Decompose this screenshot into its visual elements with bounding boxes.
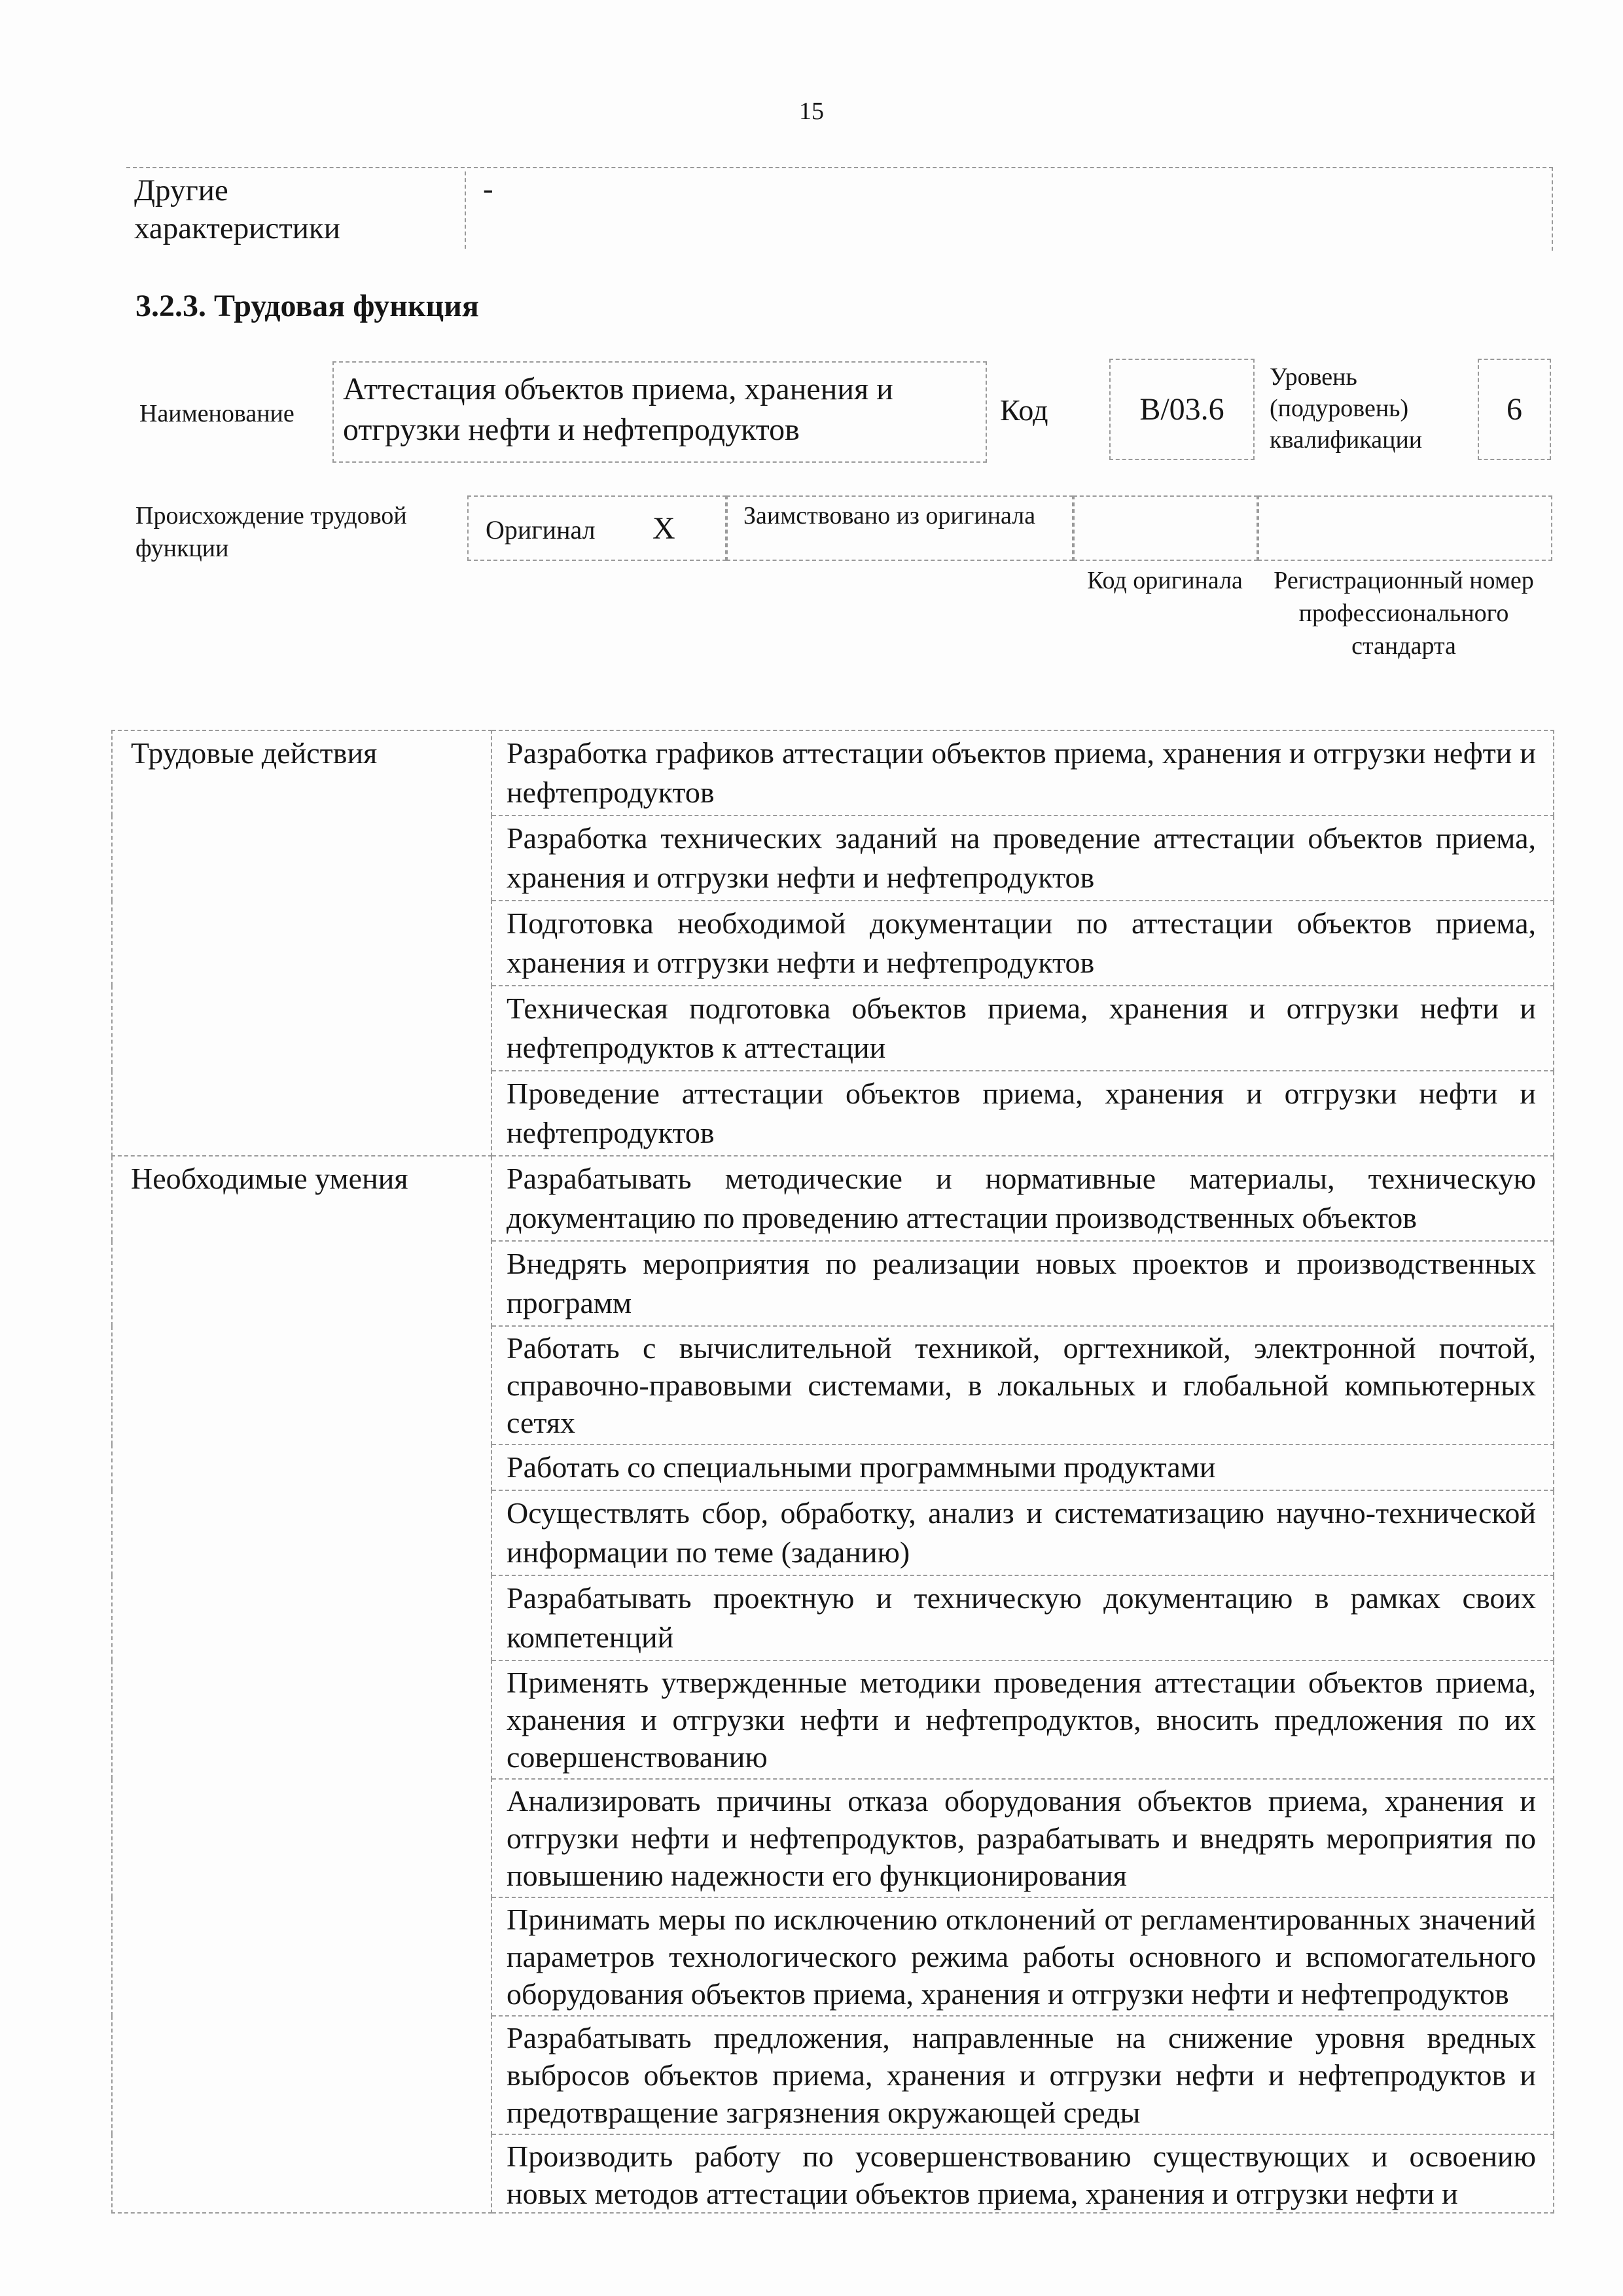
- list-item: Внедрять мероприятия по реализации новых проектов и производственных программ: [491, 1241, 1554, 1326]
- other-characteristics-label: Другие характеристики: [134, 173, 340, 245]
- registration-number-cell: [1258, 495, 1552, 561]
- original-code-caption: Код оригинала: [1087, 567, 1243, 594]
- level-label: [1270, 361, 1422, 456]
- original-code-cell: [1073, 495, 1258, 561]
- other-characteristics-divider: [465, 171, 466, 249]
- labor-actions-label: Трудовые действия: [112, 730, 491, 1156]
- page-number: 15: [799, 98, 824, 125]
- list-item: Техническая подготовка объектов приема, хранения и отгрузки нефти и нефтепродуктов к аттестации: [491, 986, 1554, 1071]
- list-item: Проведение аттестации объектов приема, хранения и отгрузки нефти и нефтепродуктов: [491, 1071, 1554, 1156]
- name-field: Аттестация объектов приема, хранения и отгрузки нефти и нефтепродуктов: [332, 361, 987, 463]
- list-item: Применять утвержденные методики проведения аттестации объектов приема, хранения и отгрузки нефти и нефтепродуктов, вносить предложения по их совершенствованию: [491, 1660, 1554, 1779]
- list-item: Разрабатывать методические и нормативные материалы, техническую документацию по проведению аттестации производственных объектов: [491, 1156, 1554, 1241]
- list-item: Подготовка необходимой документации по аттестации объектов приема, хранения и отгрузки нефти и нефтепродуктов: [491, 901, 1554, 986]
- list-item: Разрабатывать проектную и техническую документацию в рамках своих компетенций: [491, 1575, 1554, 1660]
- list-item: Разрабатывать предложения, направленные на снижение уровня вредных выбросов объектов приема, хранения и отгрузки нефти и нефтепродуктов и предотвращение загрязнения окружающей среды: [491, 2016, 1554, 2134]
- list-item: Принимать меры по исключению отклонений от регламентированных значений параметров технологического режима работы основного и вспомогательного оборудования объектов приема, хранения и отгрузки нефти и нефтепродуктов: [491, 1897, 1554, 2016]
- other-characteristics-value: -: [483, 172, 493, 206]
- labor-function-table: [111, 730, 1554, 2214]
- skills-label: Необходимые умения: [112, 1156, 491, 2213]
- origin-original-text: Оригинал: [486, 515, 596, 545]
- list-item: Работать с вычислительной техникой, оргтехникой, электронной почтой, справочно-правовыми системами, в локальных и глобальной компьютерных сетях: [491, 1326, 1554, 1444]
- labor-actions-group: [112, 730, 1554, 1156]
- section-heading: 3.2.3. Трудовая функция: [135, 289, 479, 323]
- registration-number-caption: Регистрационный номер профессионального стандарта: [1274, 567, 1534, 660]
- origin-mark: X: [652, 511, 675, 546]
- list-item: Разработка технических заданий на проведение аттестации объектов приема, хранения и отгрузки нефти и нефтепродуктов: [491, 816, 1554, 901]
- list-item: Анализировать причины отказа оборудования объектов приема, хранения и отгрузки нефти и нефтепродуктов, разрабатывать и внедрять мероприятия по повышению надежности его функционирования: [491, 1779, 1554, 1897]
- level-label-line-3: квалификации: [1270, 426, 1423, 454]
- level-label-line-1: Уровень: [1270, 363, 1357, 391]
- name-label: Наименование: [139, 400, 294, 427]
- list-item: Работать со специальными программными продуктами: [491, 1444, 1554, 1490]
- list-item: Осуществлять сбор, обработку, анализ и систематизацию научно-технической информации по теме (заданию): [491, 1490, 1554, 1575]
- level-field: [1478, 359, 1551, 460]
- code-field: [1109, 359, 1255, 460]
- code-label: Код: [1000, 393, 1048, 427]
- level-value: 6: [1507, 392, 1522, 427]
- origin-borrowed-cell: Заимствовано из оригинала: [726, 495, 1073, 561]
- skills-group: [112, 1156, 1554, 2213]
- list-item: Производить работу по усовершенствованию существующих и освоению новых методов аттестации объектов приема, хранения и отгрузки нефти и: [491, 2134, 1554, 2213]
- origin-label: Происхождение трудовой функции: [135, 502, 407, 562]
- list-item: Разработка графиков аттестации объектов приема, хранения и отгрузки нефти и нефтепродуктов: [491, 730, 1554, 816]
- table-row: [112, 730, 1554, 816]
- code-value: B/03.6: [1139, 392, 1224, 427]
- table-row: [112, 1156, 1554, 1241]
- level-label-line-2: (подуровень): [1270, 395, 1409, 422]
